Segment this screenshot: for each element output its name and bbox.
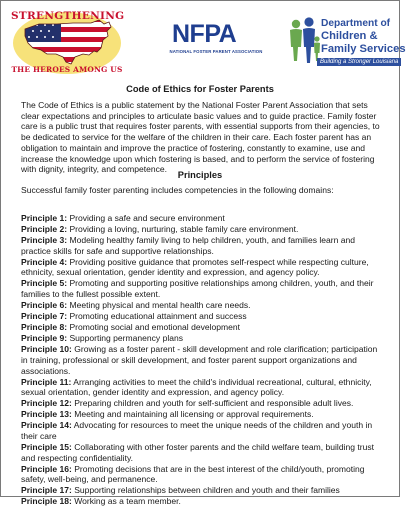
principle-label: Principle 5: — [21, 278, 68, 289]
principle-label: Principle 8: — [21, 322, 68, 333]
principle-item — [21, 485, 383, 496]
principle-item — [21, 300, 383, 311]
principle-text: Advocating for resources to meet the unique needs of the children and youth in their care — [21, 420, 373, 441]
principles-heading: Principles — [177, 170, 223, 180]
principle-label: Principle 1: — [21, 213, 68, 223]
header-logos — [1, 1, 406, 81]
principle-text: Providing a safe and secure environment — [69, 213, 225, 223]
principle-label: Principle 7: — [21, 311, 68, 322]
principle-text: Supporting permanency plans — [69, 333, 184, 344]
principle-item — [21, 311, 383, 322]
principle-item — [21, 409, 383, 420]
principle-label: Principle 3: — [21, 235, 68, 245]
principle-item — [21, 278, 383, 299]
family-figures-icon — [287, 17, 321, 67]
principle-label: Principle 13: — [21, 409, 72, 420]
intro-paragraph: The Code of Ethics is a public statement by the National Foster Parent Association that sets clear expectations and principles to articulate basic values and to guide practice. Family foster care is a public trust that requires foster parents, with essential supports from their agencies, to be dedicated to service for the welfare of the children in their care. Each foster parent has an obligation to maintain and improve the practice of fostering, constantly to examine, use and increase the knowledge upon which fostering is based, and to perform the service of fostering with dignity, integrity, and competence. — [21, 100, 380, 175]
principle-item — [21, 257, 383, 278]
principle-item — [21, 344, 383, 376]
principle-text: Meeting and maintaining all licensing or approval requirements. — [74, 409, 314, 420]
principle-label: Principle 4: — [21, 256, 68, 267]
principle-text: Promoting social and emotional development — [69, 322, 241, 333]
principle-item — [21, 213, 383, 224]
principle-text: Growing as a foster parent - skill development and role clarification; participation in training, professional or skill development, and foster parent support organizations and associations. — [21, 344, 378, 376]
nfpa-subtitle: NATIONAL FOSTER PARENT ASSOCIATION — [169, 49, 263, 54]
principle-item — [21, 322, 383, 333]
principle-label: Principle 18: — [21, 496, 72, 507]
principle-label: Principle 14: — [21, 420, 72, 431]
dcfs-tagline: Building a Stronger Louisiana — [317, 58, 401, 66]
principle-label: Principle 17: — [21, 485, 72, 496]
principle-label: Principle 9: — [21, 333, 68, 344]
dcfs-children-text: Children & — [321, 30, 378, 42]
principle-label: Principle 16: — [21, 463, 72, 474]
dcfs-department-text: Department of — [321, 18, 391, 29]
principle-text: Arranging activities to meet the child's individual recreational, cultural, ethnicity, sexual orientation, gender identity and expression, and agency policy. — [21, 376, 372, 398]
principle-label: Principle 11: — [21, 376, 72, 387]
strengthening-logo — [11, 7, 123, 79]
principle-item — [21, 224, 383, 235]
dcfs-family-services-text: Family Services — [321, 43, 406, 55]
principle-text: Collaborating with other foster parents and the child welfare team, building trust and respecting confidentiality. — [21, 441, 374, 463]
document-title: Code of Ethics for Foster Parents — [126, 84, 274, 94]
principle-label: Principle 2: — [21, 224, 68, 234]
principle-text: Preparing children and youth for self-sufficient and responsible adult lives. — [74, 398, 354, 409]
principle-text: Promoting and supporting positive relationships among children, youth, and their families to the fullest possible extent. — [21, 278, 374, 300]
principle-text: Providing a loving, nurturing, stable family care environment. — [69, 224, 299, 234]
nfpa-wordmark: NFPA — [172, 20, 237, 48]
principle-label: Principle 6: — [21, 300, 68, 311]
principle-label: Principle 15: — [21, 441, 72, 452]
principle-item — [21, 235, 383, 256]
principle-text: Modeling healthy family living to help children, youth, and families learn and practice skills for safe and supportive relationships. — [21, 235, 355, 256]
principle-text: Promoting educational attainment and success — [69, 311, 247, 322]
principle-item — [21, 398, 383, 409]
principle-label: Principle 10: — [21, 344, 72, 355]
principle-text: Meeting physical and mental health care needs. — [69, 300, 251, 311]
principle-label: Principle 12: — [21, 398, 72, 409]
dcfs-logo — [287, 17, 406, 77]
principle-item — [21, 333, 383, 344]
principle-text: Working as a team member. — [74, 496, 181, 507]
strengthening-text: STRENGTHENING — [11, 10, 125, 22]
principle-text: Promoting decisions that are in the best interest of the child/youth, promoting safety, well-being, and permanence. — [21, 463, 365, 485]
principles-lead: Successful family foster parenting includes competencies in the following domains: — [21, 185, 334, 195]
principle-item — [21, 496, 383, 507]
principle-text: Providing positive guidance that promotes self-respect while respecting culture, ethnicity, sexual orientation, gender identity and expression, and agency policy. — [21, 256, 369, 278]
principle-text: Supporting relationships between children and youth and their families — [74, 485, 340, 496]
principle-item — [21, 377, 383, 398]
principles-list — [21, 213, 383, 507]
principle-item — [21, 442, 383, 463]
principle-item — [21, 420, 383, 441]
principle-item — [21, 464, 383, 485]
heroes-among-us-text: THE HEROES AMONG US — [11, 65, 123, 74]
nfpa-logo — [166, 21, 266, 61]
